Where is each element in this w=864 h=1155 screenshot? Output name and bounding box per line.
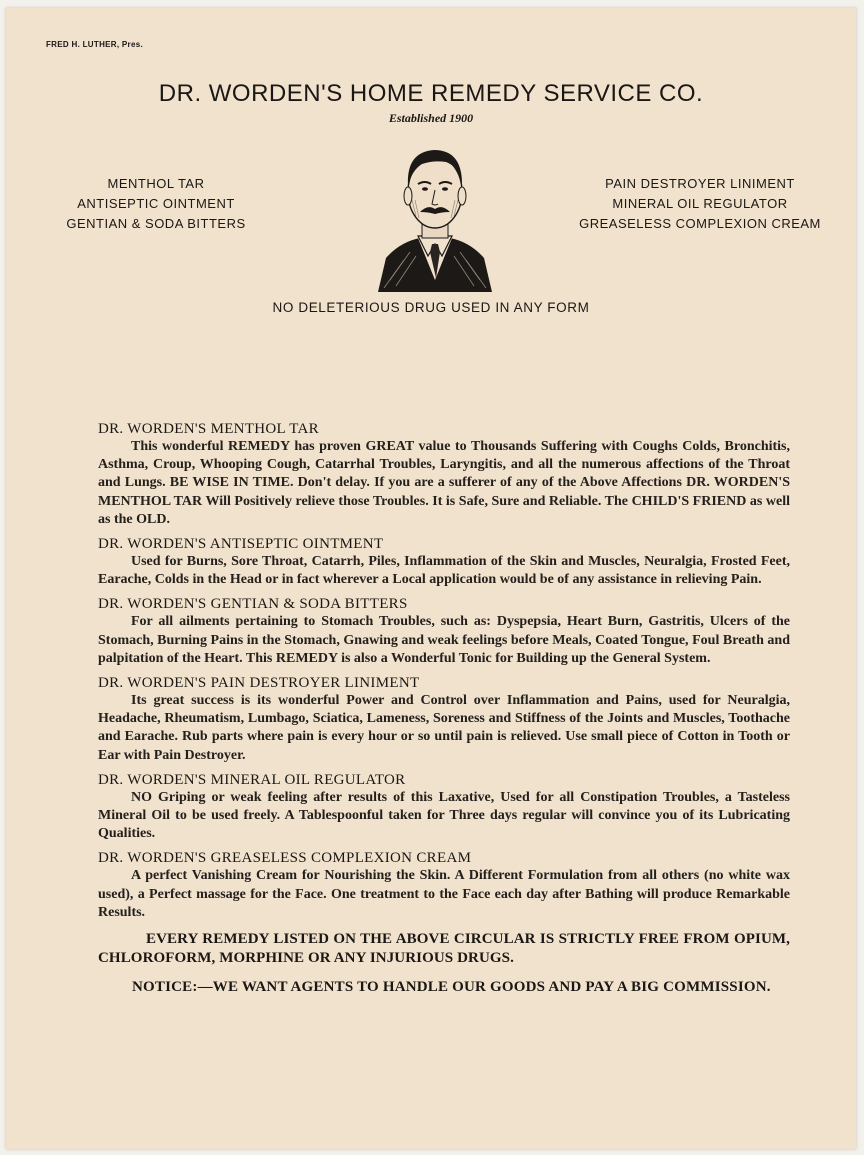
remedy-section [98, 771, 790, 844]
remedy-title: DR. WORDEN'S MINERAL OIL REGULATOR [98, 771, 406, 788]
remedy-title: DR. WORDEN'S MENTHOL TAR [98, 421, 319, 437]
product-item: PAIN DESTROYER LINIMENT [605, 176, 795, 191]
remedy-description: Its great success is its wonderful Power and Control over Inflammation and Pains, used for Neuralgia, Headache, Rheumatism, Lumbago, Sciatica, Lameness, Soreness and Stiffness of the Joints and Muscles, Toothache and Earache. Rub parts where pain is every hour or so until pain is relieved. Use small piece of Cotton in Tooth or Ear with Pain Destroyer. [98, 693, 790, 763]
tagline: NO DELETERIOUS DRUG USED IN ANY FORM [272, 300, 590, 315]
product-item: GREASELESS COMPLEXION CREAM [579, 216, 821, 231]
products-right-list [560, 174, 840, 234]
products-left-list [36, 174, 276, 234]
agents-notice: NOTICE:—WE WANT AGENTS TO HANDLE OUR GOODS AND PAY A BIG COMMISSION. [132, 979, 771, 996]
circular-sheet [6, 8, 856, 1149]
remedy-section [98, 849, 790, 922]
remedy-section [98, 420, 790, 529]
remedy-section [98, 535, 790, 589]
remedy-description: For all ailments pertaining to Stomach Troubles, such as: Dyspepsia, Heart Burn, Gastritis, Ulcers of the Stomach, Burning Pains in the Stomach, Gnawing and weak feelings before Meals, Coated Tongue, Foul Breath and palpitation of the Heart. This REMEDY is also a Wonderful Tonic for Building up the General System. [98, 614, 790, 666]
remedy-description: This wonderful REMEDY has proven GREAT value to Thousands Suffering with Coughs Colds, Bronchitis, Asthma, Croup, Whooping Cough, Catarrhal Troubles, Laryngitis, and all the numerous affections of the Throat and Lungs. BE WISE IN TIME. Don't delay. If you are a sufferer of any of the Above Affections DR. WORDEN'S MENTHOL TAR Will Positively relieve those Troubles. It is Safe, Sure and Reliable. The CHILD'S FRIEND as well as the OLD. [98, 439, 790, 527]
drug-free-statement: EVERY REMEDY LISTED ON THE ABOVE CIRCULAR IS STRICTLY FREE FROM OPIUM, CHLOROFORM, MORPHINE OR ANY INJURIOUS DRUGS. [98, 931, 790, 967]
product-item: MINERAL OIL REGULATOR [612, 196, 788, 211]
dr-worden-portrait [370, 130, 500, 295]
president-credit: FRED H. LUTHER, Pres. [46, 40, 143, 49]
remedy-section [98, 674, 790, 765]
product-item: ANTISEPTIC OINTMENT [77, 196, 235, 211]
remedy-title: DR. WORDEN'S GREASELESS COMPLEXION CREAM [98, 850, 472, 867]
remedy-section [98, 595, 790, 668]
remedy-description: A perfect Vanishing Cream for Nourishing the Skin. A Different Formulation from all others (no white wax used), a Perfect massage for the Face. One treatment to the Face each day after Bathing will produce Remarkable Results. [98, 868, 790, 920]
remedy-description: Used for Burns, Sore Throat, Catarrh, Piles, Inflammation of the Skin and Muscles, Neuralgia, Frosted Feet, Earache, Colds in the Head or in fact wherever a Local application would be of any assistance in relieving Pain. [98, 554, 790, 588]
product-item: MENTHOL TAR [107, 176, 205, 191]
remedy-descriptions [98, 420, 790, 997]
company-name: DR. WORDEN'S HOME REMEDY SERVICE CO. [158, 80, 704, 107]
remedy-description: NO Griping or weak feeling after results of this Laxative, Used for all Constipation Troubles, a Tasteless Mineral Oil to be used freely. A Tablespoonful taken for Three days regular will convince you of its Lubricating Qualities. [98, 789, 790, 842]
product-item: GENTIAN & SODA BITTERS [66, 216, 246, 231]
remedy-title: DR. WORDEN'S PAIN DESTROYER LINIMENT [98, 675, 420, 692]
remedy-title: DR. WORDEN'S ANTISEPTIC OINTMENT [98, 536, 384, 553]
established-date: Established 1900 [388, 111, 474, 125]
remedy-title: DR. WORDEN'S GENTIAN & SODA BITTERS [98, 596, 408, 613]
